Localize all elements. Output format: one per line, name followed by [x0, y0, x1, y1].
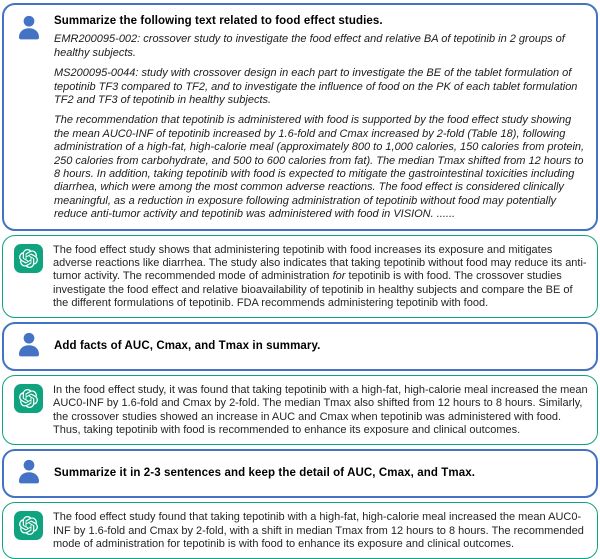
avatar-column	[14, 457, 44, 489]
response-segment: The food effect study shows that administering tepotinib with food increases its exposure and mitigates adverse reactions like diarrhea. The study also indicates that taking tepotinib without food may reduce its anti-tumor activity. The recommended mode of administration	[53, 243, 587, 283]
openai-logo-icon	[14, 511, 43, 540]
avatar-column	[13, 382, 43, 437]
user-message-2	[2, 322, 598, 371]
avatar-column	[14, 330, 44, 362]
person-icon	[15, 13, 43, 45]
avatar-column	[13, 242, 43, 310]
message-content	[54, 11, 587, 222]
assistant-message-2	[2, 375, 598, 445]
assistant-response-text: The food effect study found that taking tepotinib with a high-fat, high-calorie meal increased the mean AUC0-INF by 1.6-fold and Cmax by 2-fold, with a shift in median Tmax from 12 hours to 8 hours. The recommended mode of administration for tepotinib is with food to enhance its exposure and clinical outcomes.	[53, 511, 584, 550]
message-content	[53, 382, 588, 437]
response-segment-italic: for	[332, 270, 346, 283]
user-prompt-title: Summarize the following text related to food effect studies.	[54, 15, 383, 27]
response-segment: tepotinib is with food. The crossover studies investigate the food effect and relative bioavailability of tepotinib in healthy subjects and compare the BE of the different formulations of tepotinib. FDA recommends administering tepotinib with food.	[53, 270, 573, 309]
message-content	[54, 466, 587, 480]
user-message-3	[2, 449, 598, 498]
avatar-column	[14, 11, 44, 222]
assistant-message-1	[2, 235, 598, 318]
user-prompt-title: Summarize it in 2-3 sentences and keep the detail of AUC, Cmax, and Tmax.	[54, 467, 475, 480]
person-icon	[15, 330, 43, 362]
message-content	[53, 509, 588, 551]
message-content	[53, 242, 588, 310]
assistant-response-text: In the food effect study, it was found that taking tepotinib with a high-fat, high-calorie meal increased the mean AUC0-INF by 1.6-fold and Cmax by 2-fold. The median Tmax also shifted from 12 hours to 8 hours. Similarly, the crossover studies showed an increase in AUC and Cmax when tepotinib was administered with food. Thus, taking tepotinib with food is recommended to enhance its exposure and clinical outcomes.	[53, 384, 588, 437]
quoted-study-paragraph: MS200095-0044: study with crossover design in each part to investigate the BE of the tablet formulation of tepotinib TF3 compared to TF2, and to investigate the influence of food on the PK of each tablet formulation TF2 and TF3 of tepotinib in healthy subjects.	[54, 67, 578, 106]
user-prompt-title: Add facts of AUC, Cmax, and Tmax in summary.	[54, 339, 321, 352]
openai-logo-icon	[14, 384, 43, 413]
user-message-1	[2, 3, 598, 231]
assistant-response-text	[53, 242, 588, 310]
openai-logo-icon	[14, 244, 43, 273]
quoted-study-paragraph: EMR200095-002: crossover study to investigate the food effect and relative BA of tepotinib in 2 groups of healthy subjects.	[54, 33, 565, 59]
quoted-study-paragraph: The recommendation that tepotinib is administered with food is supported by the food effect study showing the mean AUC0-INF of tepotinib increased by 1.6-fold and Cmax increased by 2-fold (Table 18), following administration of a high-fat, high-calorie meal (approximately 800 to 1,000 calories, 150 calories from protein, 250 calories from carbohydrate, and 500 to 600 calories from fat). The median Tmax shifted from 12 hours to 8 hours. In addition, taking tepotinib with food is expected to mitigate the gastrointestinal toxicities including diarrhea, which were among the most common adverse reactions. The food effect is considered clinically meaningful, as a reduction in exposure following administration of tepotinib without food may potentially reduce anti-tumor activity and tepotinib was administered with food in VISION. ......	[54, 114, 585, 221]
avatar-column	[13, 509, 43, 551]
person-icon	[15, 457, 43, 489]
message-content	[54, 339, 587, 353]
assistant-message-3	[2, 502, 598, 559]
